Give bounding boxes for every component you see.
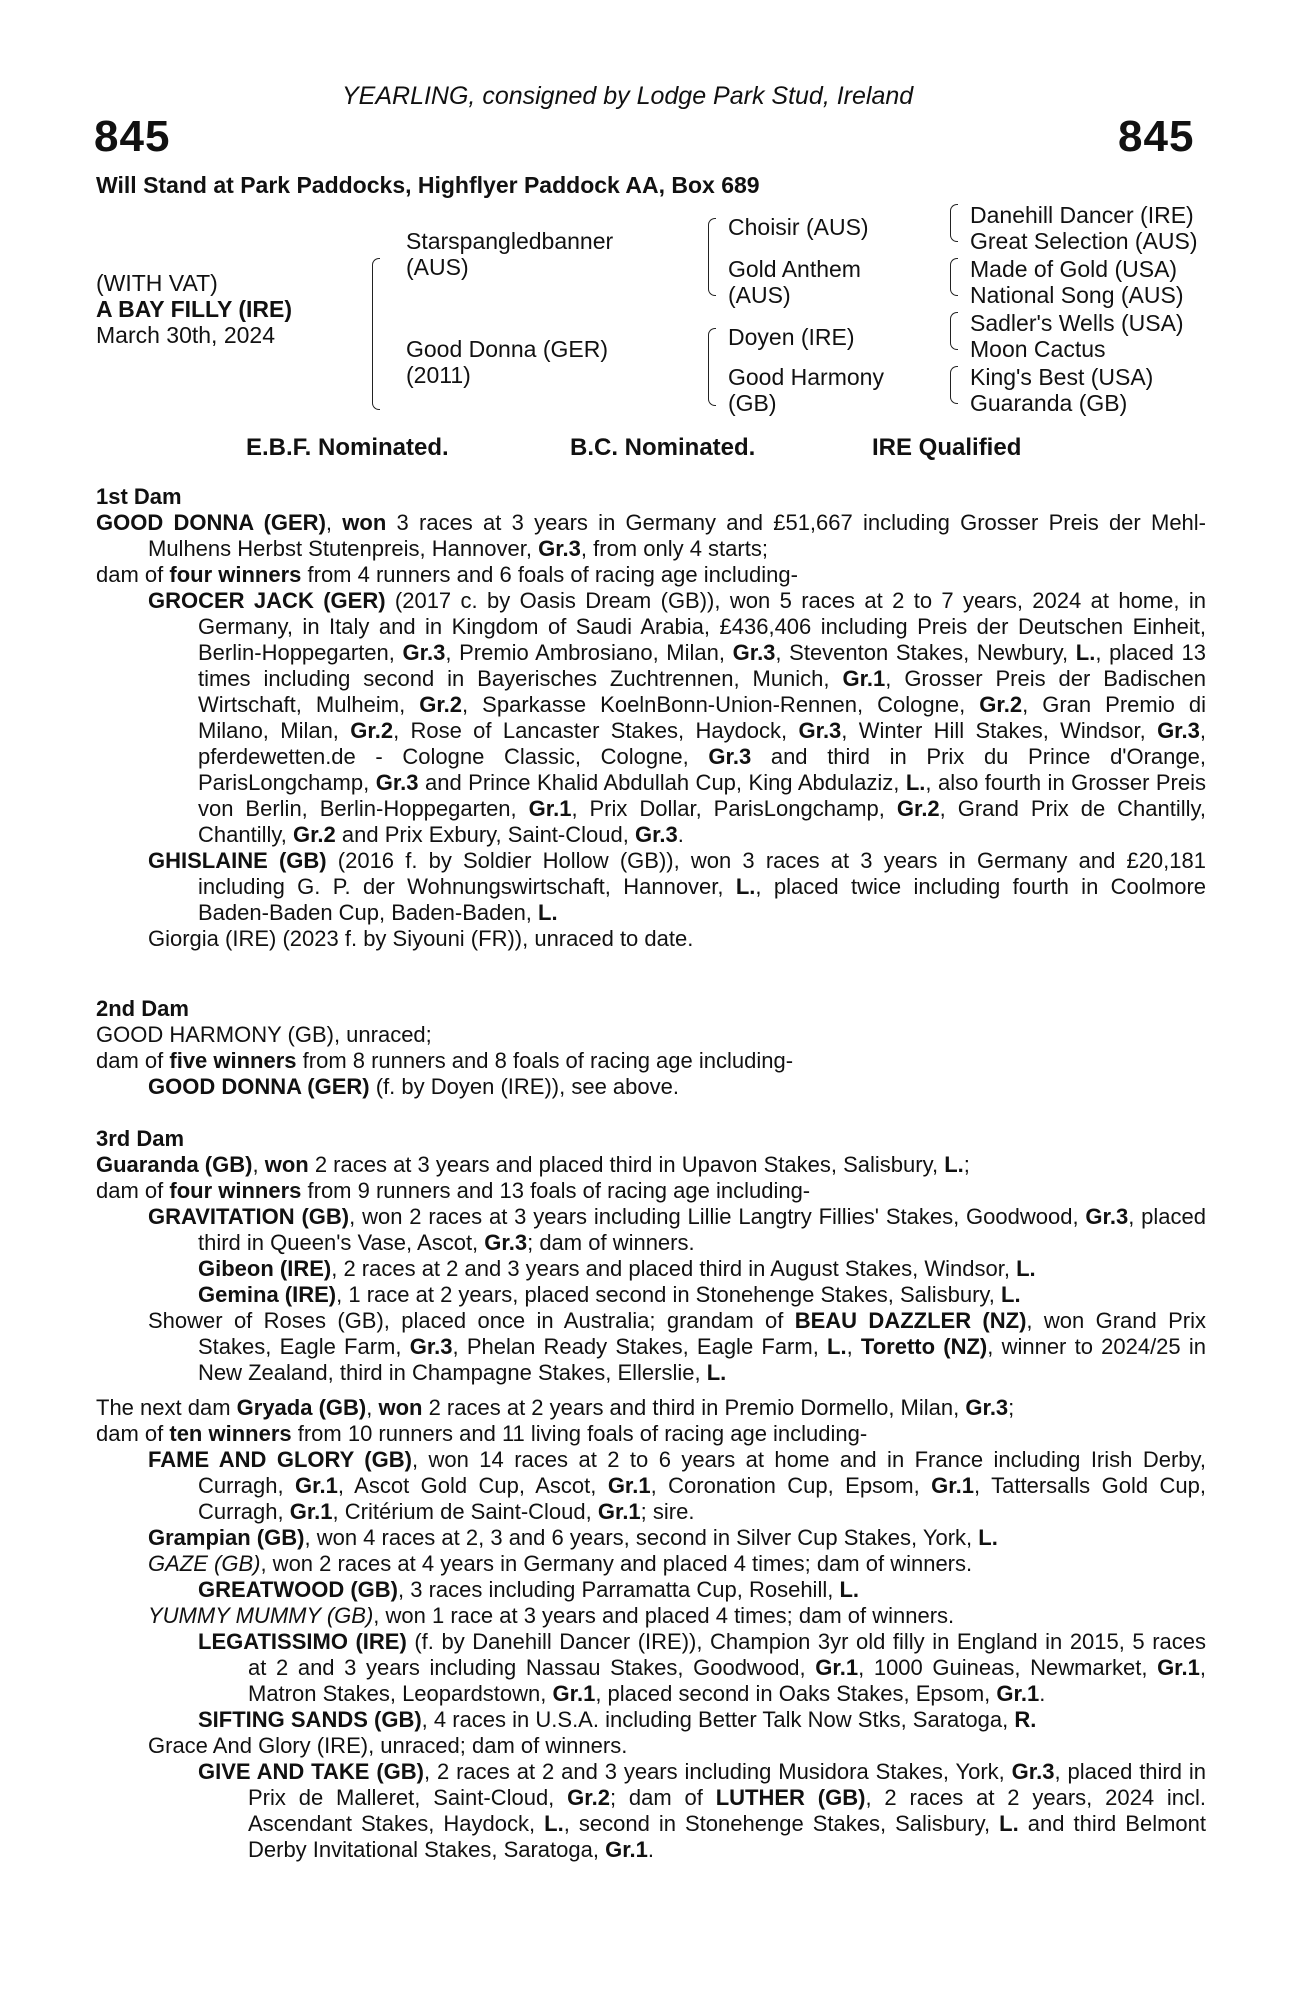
produce-legatissimo: LEGATISSIMO (IRE) (f. by Danehill Dancer (IRE)), Champion 3yr old filly in England in 2015, 5 races at 2 and 3 years including Nassau Stakes, Goodwood, Gr.1, 1000 Guineas, Newmarket, Gr.1, Matron Stakes, Leopardstown, Gr.1, placed second in Oaks Stakes, Epsom, Gr.1. xyxy=(198,1629,1206,1706)
second-dam-heading: 2nd Dam xyxy=(96,996,189,1021)
first-dam-heading: 1st Dam xyxy=(96,484,182,509)
produce-giorgia: Giorgia (IRE) (2023 f. by Siyouni (FR)), unraced to date. xyxy=(148,926,694,951)
dam-sire: Doyen (IRE) xyxy=(728,324,855,350)
second-dam-produce-summary: dam of five winners from 8 runners and 8 foals of racing age including- xyxy=(96,1048,794,1073)
produce-gaze: GAZE (GB), won 2 races at 4 years in Germany and placed 4 times; dam of winners. xyxy=(148,1551,973,1576)
sire: Starspangledbanner (AUS) xyxy=(406,228,614,280)
first-dam-record: GOOD DONNA (GER), won 3 races at 3 years in Germany and £51,667 including Grosser Preis der Mehl-Mulhens Herbst Stutenpreis, Hannover, Gr.3, from only 4 starts; xyxy=(96,510,1207,561)
dam-dam: Good Harmony (GB) xyxy=(728,364,884,416)
ire-qualified: IRE Qualified xyxy=(872,434,1022,461)
sire-sire: Choisir (AUS) xyxy=(728,214,869,240)
bracket-dam xyxy=(708,328,716,406)
bracket-g1 xyxy=(950,204,958,242)
ggp-4: National Song (AUS) xyxy=(970,282,1184,308)
ggp-5: Sadler's Wells (USA) xyxy=(970,310,1184,336)
produce-fame-and-glory: FAME AND GLORY (GB), won 14 races at 2 to 6 years at home and in France including Irish Derby, Curragh, Gr.1, Ascot Gold Cup, Ascot, Gr.1, Coronation Cup, Epsom, Gr.1, Tattersalls Gold Cup, Curragh, Gr.1, Critérium de Saint-Cloud, Gr.1; sire. xyxy=(148,1447,1206,1524)
bracket-g3 xyxy=(950,312,958,350)
lot-number-left: 845 xyxy=(94,112,171,161)
ggp-8: Guaranda (GB) xyxy=(970,390,1128,416)
lot-number-right: 845 xyxy=(1118,112,1195,161)
dam: Good Donna (GER) (2011) xyxy=(406,336,608,388)
second-dam-record: GOOD HARMONY (GB), unraced; xyxy=(96,1022,432,1047)
date-of-birth: March 30th, 2024 xyxy=(96,322,276,348)
bracket-main xyxy=(372,258,380,410)
produce-grocer-jack: GROCER JACK (GER) (2017 c. by Oasis Dream (GB)), won 5 races at 2 to 7 years, 2024 at home, in Germany, in Italy and in Kingdom of Saudi Arabia, £436,406 including Preis der Deutschen Einheit, Berlin-Hoppegarten, Gr.3, Premio Ambrosiano, Milan, Gr.3, Steventon Stakes, Newbury, L., placed 13 times including second in Bayerisches Zuchtrennen, Munich, Gr.1, Grosser Preis der Badischen Wirtschaft, Mulheim, Gr.2, Sparkasse KoelnBonn-Union-Rennen, Cologne, Gr.2, Gran Premio di Milano, Milan, Gr.2, Rose of Lancaster Stakes, Haydock, Gr.3, Winter Hill Stakes, Windsor, Gr.3, pferdewetten.de - Cologne Classic, Cologne, Gr.3 and third in Prix du Prince d'Orange, ParisLongchamp, Gr.3 and Prince Khalid Abdullah Cup, King Abdulaziz, L., also fourth in Grosser Preis von Berlin, Berlin-Hoppegarten, Gr.1, Prix Dollar, ParisLongchamp, Gr.2, Grand Prix de Chantilly, Chantilly, Gr.2 and Prix Exbury, Saint-Cloud, Gr.3. xyxy=(148,588,1206,847)
consignment-line: YEARLING, consigned by Lodge Park Stud, Ireland xyxy=(342,82,914,110)
vat-note: (WITH VAT) xyxy=(96,270,218,296)
produce-gemina: Gemina (IRE), 1 race at 2 years, placed second in Stonehenge Stakes, Salisbury, L. xyxy=(198,1282,1021,1307)
third-dam-produce-summary: dam of four winners from 9 runners and 13 foals of racing age including- xyxy=(96,1178,811,1203)
produce-good-donna: GOOD DONNA (GER) (f. by Doyen (IRE)), see above. xyxy=(148,1074,679,1099)
bc-nominated: B.C. Nominated. xyxy=(570,434,756,461)
produce-ghislaine: GHISLAINE (GB) (2016 f. by Soldier Hollow (GB)), won 3 races at 3 years in Germany and £20,181 including G. P. der Wohnungswirtschaft, Hannover, L., placed twice including fourth in Coolmore Baden-Baden Cup, Baden-Baden, L. xyxy=(148,848,1206,925)
produce-gravitation: GRAVITATION (GB), won 2 races at 3 years including Lillie Langtry Fillies' Stakes, Goodwood, Gr.3, placed third in Queen's Vase, Ascot, Gr.3; dam of winners. xyxy=(148,1204,1206,1255)
bracket-g4 xyxy=(950,366,958,404)
ebf-nominated: E.B.F. Nominated. xyxy=(246,434,449,461)
next-dam-produce-summary: dam of ten winners from 10 runners and 11 living foals of racing age including- xyxy=(96,1421,868,1446)
first-dam-section xyxy=(96,484,1206,952)
produce-greatwood: GREATWOOD (GB), 3 races including Parramatta Cup, Rosehill, L. xyxy=(198,1577,860,1602)
ggp-1: Danehill Dancer (IRE) xyxy=(970,202,1194,228)
first-dam-produce-summary: dam of four winners from 4 runners and 6 foals of racing age including- xyxy=(96,562,798,587)
produce-gibeon: Gibeon (IRE), 2 races at 2 and 3 years and placed third in August Stakes, Windsor, L. xyxy=(198,1256,1036,1281)
produce-give-and-take: GIVE AND TAKE (GB), 2 races at 2 and 3 years including Musidora Stakes, York, Gr.3, placed third in Prix de Malleret, Saint-Cloud, Gr.2; dam of LUTHER (GB), 2 races at 2 years, 2024 incl. Ascendant Stakes, Haydock, L., second in Stonehenge Stakes, Salisbury, L. and third Belmont Derby Invitational Stakes, Saratoga, Gr.1. xyxy=(198,1759,1207,1862)
bracket-sire xyxy=(708,218,716,296)
produce-sifting-sands: SIFTING SANDS (GB), 4 races in U.S.A. including Better Talk Now Stks, Saratoga, R. xyxy=(198,1707,1037,1732)
third-dam-record: Guaranda (GB), won 2 races at 3 years and placed third in Upavon Stakes, Salisbury, L.; xyxy=(96,1152,970,1177)
sire-dam: Gold Anthem (AUS) xyxy=(728,256,861,308)
second-dam-section xyxy=(96,996,1206,1100)
next-dam-section xyxy=(96,1395,1206,1863)
ggp-6: Moon Cactus xyxy=(970,336,1106,362)
ggp-3: Made of Gold (USA) xyxy=(970,256,1178,282)
bracket-g2 xyxy=(950,258,958,296)
produce-grampian: Grampian (GB), won 4 races at 2, 3 and 6 years, second in Silver Cup Stakes, York, L. xyxy=(148,1525,998,1550)
third-dam-section xyxy=(96,1126,1206,1386)
ggp-2: Great Selection (AUS) xyxy=(970,228,1198,254)
produce-grace-and-glory: Grace And Glory (IRE), unraced; dam of winners. xyxy=(148,1733,628,1758)
lot-name: A BAY FILLY (IRE) xyxy=(96,296,292,322)
next-dam-record: The next dam Gryada (GB), won 2 races at 2 years and third in Premio Dormello, Milan, Gr.3; xyxy=(96,1395,1015,1420)
produce-shower-of-roses: Shower of Roses (GB), placed once in Australia; grandam of BEAU DAZZLER (NZ), won Grand Prix Stakes, Eagle Farm, Gr.3, Phelan Ready Stakes, Eagle Farm, L., Toretto (NZ), winner to 2024/25 in New Zealand, third in Champagne Stakes, Ellerslie, L. xyxy=(148,1308,1206,1385)
third-dam-heading: 3rd Dam xyxy=(96,1126,185,1151)
ggp-7: King's Best (USA) xyxy=(970,364,1154,390)
stand-location: Will Stand at Park Paddocks, Highflyer Paddock AA, Box 689 xyxy=(96,172,760,198)
produce-yummy-mummy: YUMMY MUMMY (GB), won 1 race at 3 years and placed 4 times; dam of winners. xyxy=(148,1603,955,1628)
